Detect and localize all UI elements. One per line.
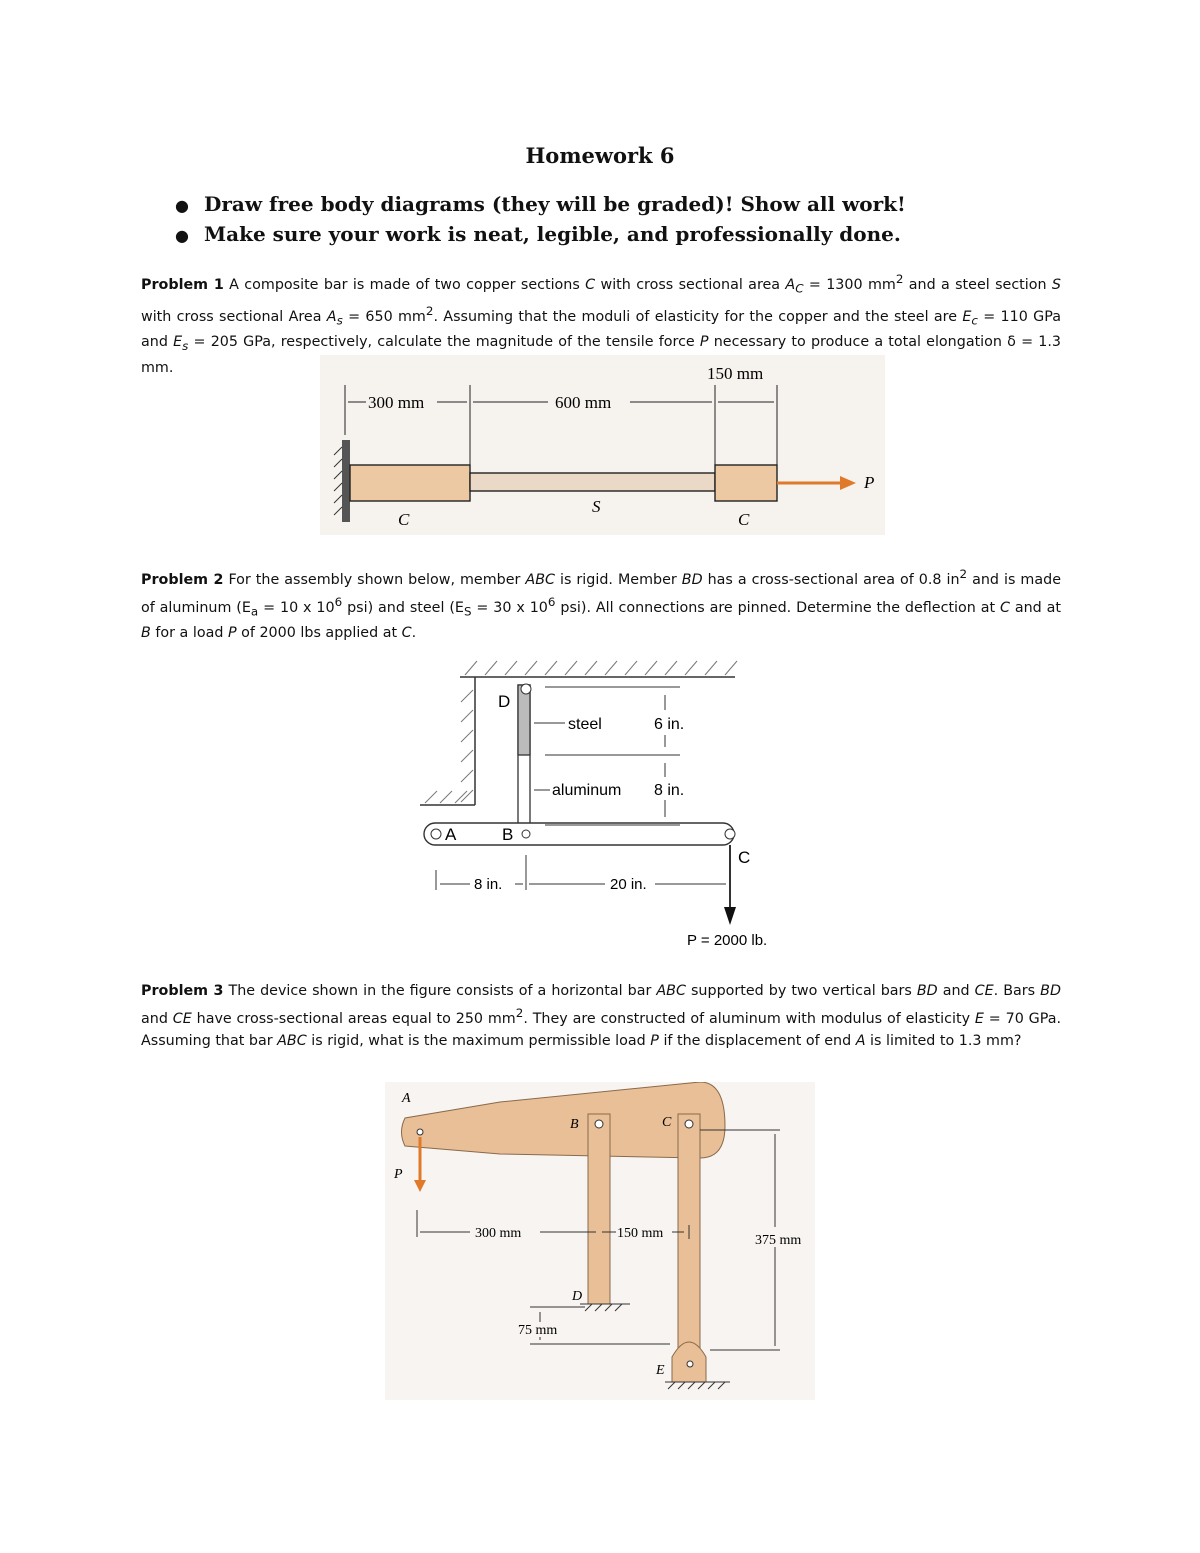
dim-375mm: 375 mm [755,1233,802,1248]
instruction-item: ● Make sure your work is neat, legible, and professionally done. [175,220,906,250]
label-p: P [864,473,875,492]
label-d: D [498,692,511,711]
problem-3-text: Problem 3 The device shown in the figure consists of a horizontal bar ABC supported by two vertical bars BD and CE. Bars BD and CE have cross-sectional areas equal to 250 $mm^2$. They are constructed of aluminum with modulus of elasticity E = 70 GPa. Assuming that bar ABC is rigid, what is the maximum permissible load P if the displacement of end A is limited to 1.3 mm? [141,983,1061,1049]
page-title: Homework 6 [525,143,675,168]
problem-1-text: Problem 1 A composite bar is made of two copper sections C with cross sectional area $A_C = 1300$ $mm^2$ and a steel section S with cross sectional Area $A_s = 650$ $mm^2$. Assuming that the moduli of elasticity for the copper and the steel are $E_c = 110$ GPa and $E_s = 205$ GPa, respectively, calculate the magnitude of the tensile force P necessary to produce a total elongation δ = 1.3 mm. [141,272,1061,377]
copper-section-right [715,465,777,501]
label-b: B [570,1117,579,1132]
label-a: A [445,825,457,844]
copper-section-left [350,465,470,501]
problem-2-text: Problem 2 For the assembly shown below, member ABC is rigid. Member BD has a cross-sectional area of 0.8 $in^2$ and is made of aluminum ($E_a = 10$ x $10^6$ psi) and steel ($E_S = 30$ x $10^6$ psi). All connections are pinned. Determine the deflection at C and at B for a load P of 2000 lbs applied at C. [141,567,1062,642]
figure-1-background [320,355,885,535]
label-c-right: C [738,510,750,529]
figure-3-device [380,1082,820,1402]
label-c-left: C [398,510,410,529]
dim-150mm: 150 mm [617,1226,664,1241]
figure-1-composite-bar [300,355,900,540]
pin-c [725,829,735,839]
pin-b [595,1120,603,1128]
pin-a [431,829,441,839]
label-aluminum: aluminum [552,782,622,799]
label-b: B [502,825,514,844]
point-a [417,1129,423,1135]
figure-2-assembly [400,655,800,955]
load-label: P = 2000 lb. [687,932,768,949]
label-e: E [656,1363,665,1378]
label-a: A [402,1091,411,1106]
ceiling-support [460,661,737,677]
wall-support [420,677,475,805]
label-s: S [592,497,601,516]
dim-600mm: 600 mm [555,393,612,412]
label-steel: steel [568,716,602,733]
dim-20in: 20 in. [610,876,647,893]
pin-c [685,1120,693,1128]
dim-300mm: 300 mm [475,1226,522,1241]
instructions-list [175,190,906,250]
label-d: D [572,1289,583,1304]
bullet-icon: ● [175,196,189,215]
load-arrow [724,907,736,925]
bar-bd [588,1114,610,1304]
steel-portion [518,685,530,755]
dim-75mm: 75 mm [518,1323,558,1338]
bullet-icon: ● [175,226,189,245]
dim-300mm: 300 mm [368,393,425,412]
steel-section [470,473,715,491]
instruction-item: ● Draw free body diagrams (they will be graded)! Show all work! [175,190,906,220]
dim-8in: 8 in. [474,876,503,893]
label-c: C [662,1115,672,1130]
rigid-bar-abc [424,823,734,845]
dim-150mm: 150 mm [707,364,764,383]
pin-e [687,1361,693,1367]
pin-b [522,830,530,838]
label-c: C [738,848,751,867]
dim-8in-vertical: 8 in. [654,782,685,799]
label-p: P [394,1167,403,1182]
pin-d [521,684,531,694]
dim-6in: 6 in. [654,716,685,733]
